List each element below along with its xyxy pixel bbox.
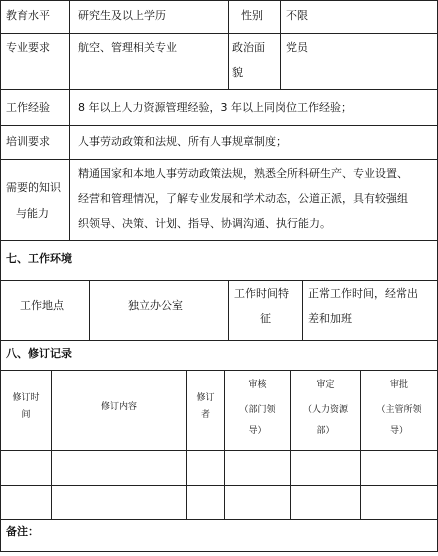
hours-value-line1: 正常工作时间，经常出 xyxy=(308,287,418,300)
rev-head-confirm-line3: 部） xyxy=(316,426,335,436)
rev-head-approve-line2: （主管所领 xyxy=(376,405,422,415)
rev-head-time-line1: 修订时 xyxy=(12,393,40,403)
knowledge-line-1: 精通国家和本地人事劳动政策法规，熟悉全所科研生产、专业设置、 xyxy=(78,167,408,180)
rev-row1-time xyxy=(0,450,52,486)
politics-label-line1: 政治面 xyxy=(232,41,265,54)
major-label: 专业要求 xyxy=(6,41,50,54)
rev-head-time-line2: 间 xyxy=(21,410,31,420)
rev-head-reviser-line2: 者 xyxy=(200,410,210,420)
rev-head-content-label: 修订内容 xyxy=(100,402,137,412)
location-label: 工作地点 xyxy=(20,299,64,312)
rev-row1-content xyxy=(51,450,187,486)
section-revision-title: 八、修订记录 xyxy=(6,347,72,360)
hours-value-line2: 差和加班 xyxy=(308,312,352,325)
rev-row2-content xyxy=(51,485,187,520)
rev-head-review-line1: 审核 xyxy=(248,380,267,390)
rev-row1-reviser xyxy=(186,450,225,486)
section-env-title: 七、工作环境 xyxy=(6,252,72,265)
note-row xyxy=(0,519,438,552)
education-value: 研究生及以上学历 xyxy=(78,9,166,22)
rev-row1-approve xyxy=(360,450,438,486)
rev-row2-approve xyxy=(360,485,438,520)
cell-knowledge-label xyxy=(0,159,70,241)
gender-label: 性别 xyxy=(241,9,263,22)
hours-label-line2: 征 xyxy=(260,312,271,325)
rev-row2-time xyxy=(0,485,52,520)
rev-row1-review xyxy=(224,450,291,486)
experience-value: 8 年以上人力资源管理经验，3 年以上同岗位工作经验； xyxy=(78,101,352,114)
rev-head-review-line3: 导） xyxy=(248,426,267,436)
politics-value: 党员 xyxy=(286,41,308,54)
rev-row2-review xyxy=(224,485,291,520)
rev-head-approve-line1: 审批 xyxy=(389,380,408,390)
rev-head-review-line2: （部门领 xyxy=(239,405,276,415)
rev-row1-confirm xyxy=(290,450,361,486)
note-label: 备注： xyxy=(6,525,39,538)
knowledge-label-line1: 需要的知识 xyxy=(6,181,61,194)
rev-head-confirm-line2: （人力资源 xyxy=(302,405,348,415)
knowledge-line-3: 织领导、决策、计划、指导、协调沟通、执行能力。 xyxy=(78,217,331,230)
knowledge-label-line2: 与能力 xyxy=(16,207,49,220)
politics-label-line2: 貌 xyxy=(232,66,243,79)
rev-row2-reviser xyxy=(186,485,225,520)
experience-label: 工作经验 xyxy=(6,101,50,114)
location-value: 独立办公室 xyxy=(128,299,183,312)
hours-label-line1: 工作时间特 xyxy=(234,287,289,300)
knowledge-line-2: 经营和管理情况，了解专业发展和学术动态，公道正派，具有较强组 xyxy=(78,192,408,205)
rev-head-approve-line3: 导） xyxy=(389,426,408,436)
major-value: 航空、管理相关专业 xyxy=(78,41,177,54)
training-value: 人事劳动政策和法规、所有人事规章制度； xyxy=(78,135,287,148)
gender-value: 不限 xyxy=(286,9,308,22)
rev-head-reviser-line1: 修订 xyxy=(196,393,215,403)
rev-row2-confirm xyxy=(290,485,361,520)
training-label: 培训要求 xyxy=(6,135,50,148)
education-label: 教育水平 xyxy=(6,9,50,22)
rev-head-confirm-line1: 审定 xyxy=(316,380,335,390)
